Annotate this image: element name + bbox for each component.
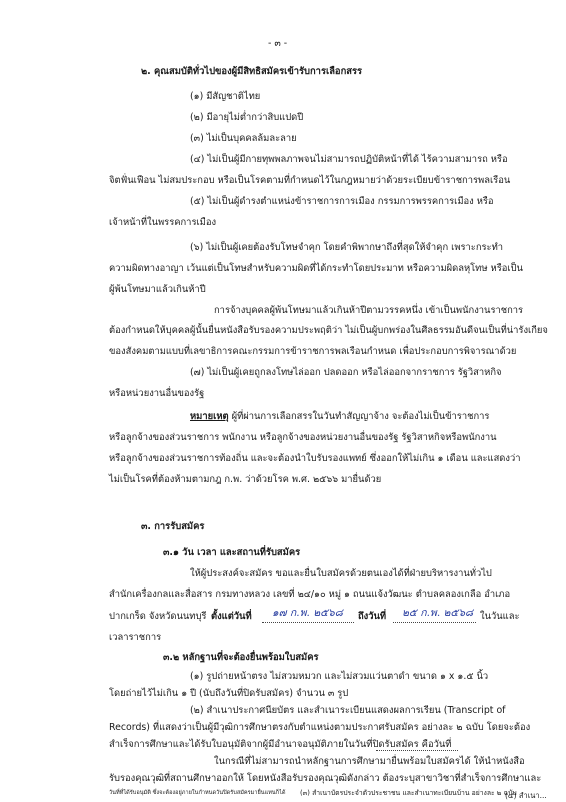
- s2-item6-line2: ความผิดทางอาญา เว้นแต่เป็นโทษสำหรับความผิดที่ได้กระทำโดยประมาท หรือความผิดลหุโทษ หรือเป็น: [109, 263, 523, 274]
- s2-item1: (๑) มีสัญชาติไทย: [190, 91, 261, 102]
- s2-item6-line5: ต้องกำหนดให้บุคคลผู้นั้นยื่นหนังสือรับรองความประพฤติว่า ไม่เป็นผู้บกพร่องในศีลธรรมอันดีจนเป็นที่น่ารังเกียจ: [109, 325, 548, 336]
- s2-item6-line6: ของสังคมตามแบบที่เลขาธิการคณะกรรมการข้าราชการพลเรือนกำหนด เพื่อประกอบการพิจารณาด้วย: [109, 346, 517, 357]
- from-date-handwritten: ๑๗ ก.พ. ๒๕๖๘: [272, 607, 343, 619]
- sub2-item2-line3: สำเร็จการศึกษาและได้รับใบอนุมัติจากผู้มีอำนาจอนุมัติภายในวันที่ปิดรับสมัคร คือวันที่: [109, 739, 452, 750]
- from-date-label: ตั้งแต่วันที่: [211, 611, 252, 622]
- continuation: (๔) สำเนา...: [505, 791, 547, 800]
- s2-item2: (๒) มีอายุไม่ต่ำกว่าสิบแปดปี: [190, 112, 304, 123]
- sub1-line4: เวลาราชการ: [109, 632, 162, 643]
- sub1-line1: ให้ผู้ประสงค์จะสมัคร ขอและยื่นใบสมัครด้วยตนเองได้ที่ฝ่ายบริหารงานทั่วไป: [190, 568, 492, 579]
- sub1-line2: สำนักเครื่องกลและสื่อสาร กรมทางหลวง เลขที่ ๒๔/๑๐ หมู่ ๑ ถนนแจ้งวัฒนะ ตำบลคลองเกลือ อำเภอ: [109, 589, 511, 600]
- graduation-date-blank: [376, 739, 458, 751]
- sub1-line3-prefix: ปากเกร็ด จังหวัดนนทบุรี: [109, 611, 207, 622]
- sub2-heading: ๓.๒ หลักฐานที่จะต้องยื่นพร้อมใบสมัคร: [163, 652, 319, 663]
- s2-item6-line3: ผู้พ้นโทษมาแล้วเกินห้าปี: [109, 284, 206, 295]
- sub1-line3-suffix: ในวันและ: [480, 611, 520, 622]
- sub2-item1-line1: (๑) รูปถ่ายหน้าตรง ไม่สวมหมวก และไม่สวมแว่นตาดำ ขนาด ๑ x ๑.๕ นิ้ว: [190, 671, 489, 682]
- s2-item5-line1: (๕) ไม่เป็นผู้ดำรงตำแหน่งข้าราชการการเมือง กรรมการพรรคการเมือง หรือ: [190, 196, 494, 207]
- page-number: - ๓ -: [268, 38, 288, 49]
- sub2-item2-line1: (๒) สำเนาประกาศนียบัตร และสำเนาระเบียนแสดงผลการเรียน (Transcript of: [190, 705, 506, 716]
- sub1-heading: ๓.๑ วัน เวลา และสถานที่รับสมัคร: [163, 547, 301, 558]
- s2-item4-line2: จิตฟั่นเฟือน ไม่สมประกอบ หรือเป็นโรคตามที่กำหนดไว้ในกฎหมายว่าด้วยระเบียบข้าราชการพลเรือน: [109, 175, 511, 186]
- sub2-item2-line4: ในกรณีที่ไม่สามารถนำหลักฐานการศึกษามายื่นพร้อมใบสมัครได้ ให้นำหนังสือ: [214, 756, 525, 767]
- section3-heading: ๓. การรับสมัคร: [141, 521, 205, 532]
- s2-item6-line4: การจ้างบุคคลผู้พ้นโทษมาแล้วเกินห้าปีตามวรรคหนึ่ง เข้าเป็นพนักงานราชการ: [214, 305, 524, 316]
- note-line2: หรือลูกจ้างของส่วนราชการ พนักงาน หรือลูกจ้างของหน่วยงานอื่นของรัฐ รัฐวิสาหกิจหรือพนักงาน: [109, 432, 497, 443]
- s2-item3: (๓) ไม่เป็นบุคคลล้มละลาย: [190, 133, 297, 144]
- note-line1: [190, 410, 489, 423]
- s2-item4-line1: (๔) ไม่เป็นผู้มีกายทุพพลภาพจนไม่สามารถปฏิบัติหน้าที่ได้ ไร้ความสามารถ หรือ: [190, 154, 508, 165]
- sub2-item2-line5: รับรองคุณวุฒิที่สถานศึกษาออกให้ โดยหนังสือรับรองคุณวุฒิดังกล่าว ต้องระบุสาขาวิชาที่สำเร็จการศึกษาและ: [109, 773, 542, 784]
- note-text: ผู้ที่ผ่านการเลือกสรรในวันทำสัญญาจ้าง จะต้องไม่เป็นข้าราชการ: [231, 411, 490, 422]
- note-line4: ไม่เป็นโรคที่ต้องห้ามตามกฎ ก.พ. ว่าด้วยโรค พ.ศ. ๒๕๖๖ มายื่นด้วย: [109, 474, 382, 485]
- s2-item6-line1: (๖) ไม่เป็นผู้เคยต้องรับโทษจำคุก โดยคำพิพากษาถึงที่สุดให้จำคุก เพราะกระทำ: [190, 242, 504, 253]
- s2-item7-line2: หรือหน่วยงานอื่นของรัฐ: [109, 388, 205, 399]
- s2-item5-line2: เจ้าหน้าที่ในพรรคการเมือง: [109, 217, 217, 228]
- sub2-item2-line2: Records) ที่แสดงว่าเป็นผู้มีวุฒิการศึกษาตรงกับตำแหน่งตามประกาศรับสมัคร อย่างละ ๒ ฉบับ โดยจะต้อง: [109, 722, 531, 733]
- s2-item7-line1: (๗) ไม่เป็นผู้เคยถูกลงโทษไล่ออก ปลดออก หรือไล่ออกจากราชการ รัฐวิสาหกิจ: [190, 367, 502, 378]
- sub2-item1-line2: โดยถ่ายไว้ไม่เกิน ๑ ปี (นับถึงวันที่ปิดรับสมัคร) จำนวน ๓ รูป: [109, 688, 349, 699]
- note-label: หมายเหตุ: [190, 411, 229, 422]
- sub2-item2-line6: วันที่ที่ได้รับอนุมัติ ซึ่งจะต้องอยู่ภายในกำหนดวันปิดรับสมัครมายื่นแทนก็ได้: [109, 790, 286, 796]
- sub2-item3: (๓) สำเนาบัตรประจำตัวประชาชน และสำเนาทะเบียนบ้าน อย่างละ ๒ ฉบับ: [300, 789, 517, 797]
- to-date-handwritten: ๒๕ ก.พ. ๒๕๖๘: [402, 607, 474, 619]
- section2-heading: ๒. คุณสมบัติทั่วไปของผู้มีสิทธิสมัครเข้ารับการเลือกสรร: [141, 66, 363, 77]
- note-line3: หรือลูกจ้างของส่วนราชการท้องถิ่น และจะต้องนำใบรับรองแพทย์ ซึ่งออกให้ไม่เกิน ๑ เดือน และแสดงว่า: [109, 453, 521, 464]
- to-date-label: ถึงวันที่: [358, 611, 387, 622]
